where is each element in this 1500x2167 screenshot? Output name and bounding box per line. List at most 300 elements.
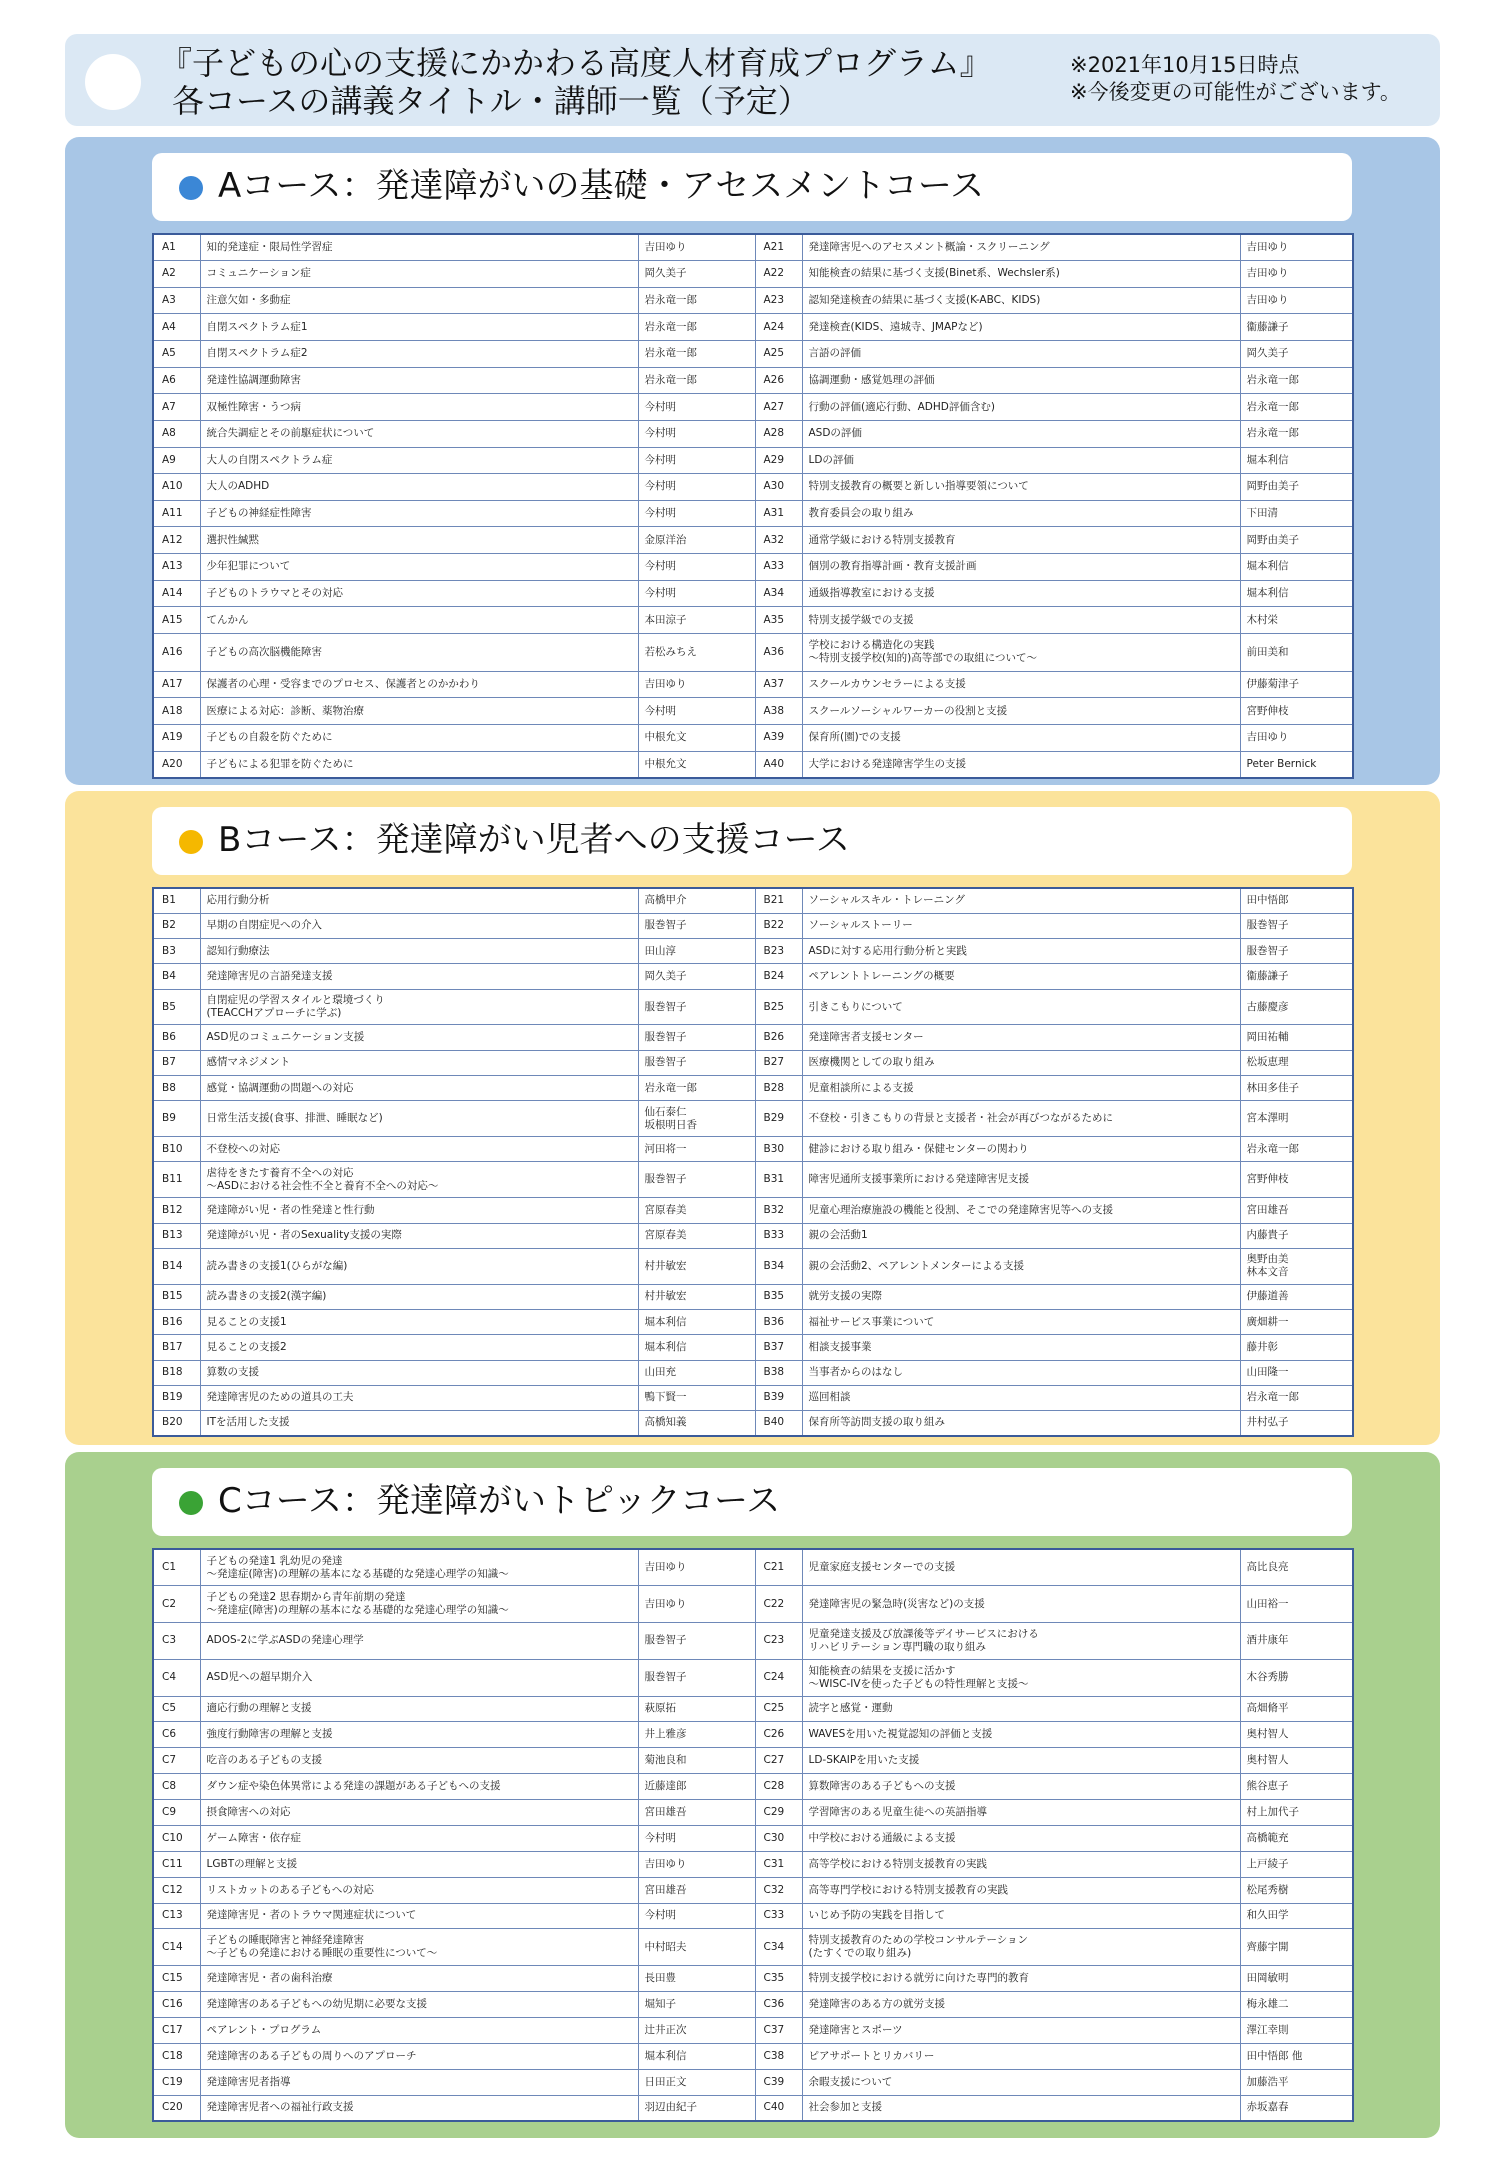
- lecture-title: 保育所等訪問支援の取り組み: [802, 1411, 1240, 1436]
- lecturer: 高橋知義: [638, 1411, 755, 1436]
- table-row: [153, 367, 1353, 394]
- table-row: [153, 913, 1353, 938]
- lecture-code: A11: [153, 500, 200, 527]
- table-row: [153, 1309, 1353, 1334]
- lecturer: 宮原春美: [638, 1223, 755, 1248]
- lecture-title: 言語の評価: [802, 341, 1240, 368]
- lecturer: 服巻智子: [638, 1050, 755, 1075]
- lecture-code: A17: [153, 671, 200, 698]
- lecture-code: B28: [755, 1075, 802, 1100]
- lecture-title: 発達障害児・者のトラウマ関連症状について: [200, 1903, 638, 1929]
- lecture-code: B36: [755, 1309, 802, 1334]
- lecturer: 田中悟郎 他: [1240, 2043, 1353, 2069]
- lecture-title: 認知発達検査の結果に基づく支援(K-ABC、KIDS): [802, 287, 1240, 314]
- lecture-code: C13: [153, 1903, 200, 1929]
- lecturer: 田山淳: [638, 939, 755, 964]
- lecture-title: 発達性協調運動障害: [200, 367, 638, 394]
- lecture-title: 障害児通所支援事業所における発達障害児支援: [802, 1162, 1240, 1198]
- course-a-section: [65, 137, 1440, 785]
- lecturer: 岩永竜一郎: [638, 341, 755, 368]
- lecturer: 今村明: [638, 474, 755, 501]
- lecture-code: A6: [153, 367, 200, 394]
- lecture-code: C8: [153, 1774, 200, 1800]
- lecture-title: 子どもの発達2 思春期から青年前期の発達 〜発達症(障害)の理解の基本になる基礎的な発達心理学の知識〜: [200, 1586, 638, 1623]
- lecture-code: A9: [153, 447, 200, 474]
- lecture-code: C23: [755, 1623, 802, 1660]
- lecture-code: C4: [153, 1659, 200, 1696]
- lecture-title: スクールカウンセラーによる支援: [802, 671, 1240, 698]
- lecture-code: A36: [755, 633, 802, 671]
- lecture-code: C9: [153, 1800, 200, 1826]
- lecture-code: B7: [153, 1050, 200, 1075]
- lecturer: 今村明: [638, 554, 755, 581]
- lecture-code: B15: [153, 1284, 200, 1309]
- lecture-code: C38: [755, 2043, 802, 2069]
- lecturer: 高橋甲介: [638, 888, 755, 913]
- table-row: [153, 1137, 1353, 1162]
- lecture-title: 子どもの高次脳機能障害: [200, 633, 638, 671]
- lecture-code: C21: [755, 1549, 802, 1586]
- lecture-title: 双極性障害・うつ病: [200, 394, 638, 421]
- lecture-title: 注意欠如・多動症: [200, 287, 638, 314]
- lecturer: 今村明: [638, 447, 755, 474]
- lecturer: 吉田ゆり: [1240, 287, 1353, 314]
- table-row: [153, 633, 1353, 671]
- lecture-title: 算数障害のある子どもへの支援: [802, 1774, 1240, 1800]
- lecturer: 宮田雄吾: [1240, 1198, 1353, 1223]
- lecture-title: 通級指導教室における支援: [802, 580, 1240, 607]
- lecture-title: 感情マネジメント: [200, 1050, 638, 1075]
- table-row: [153, 1411, 1353, 1436]
- lecturer: 服巻智子: [638, 913, 755, 938]
- lecturer: 岩永竜一郎: [1240, 367, 1353, 394]
- lecture-title: 高等学校における特別支援教育の実践: [802, 1851, 1240, 1877]
- lecture-code: C10: [153, 1825, 200, 1851]
- lecture-title: 自閉スペクトラム症2: [200, 341, 638, 368]
- lecture-code: C31: [755, 1851, 802, 1877]
- lecture-title: 知能検査の結果に基づく支援(Binet系、Wechsler系): [802, 261, 1240, 288]
- lecture-code: B16: [153, 1309, 200, 1334]
- table-row: [153, 341, 1353, 368]
- lecture-title: 適応行動の理解と支援: [200, 1696, 638, 1722]
- lecture-code: B11: [153, 1162, 200, 1198]
- lecturer: 堀本利信: [1240, 447, 1353, 474]
- lecturer: 羽辺由紀子: [638, 2095, 755, 2121]
- lecturer: 木村栄: [1240, 607, 1353, 634]
- lecture-title: LD-SKAIPを用いた支援: [802, 1748, 1240, 1774]
- lecturer: 長田豊: [638, 1966, 755, 1992]
- lecture-title: 学校における構造化の実践 〜特別支援学校(知的)高等部での取組について〜: [802, 633, 1240, 671]
- lecture-title: いじめ予防の実践を目指して: [802, 1903, 1240, 1929]
- lecturer: 山田充: [638, 1360, 755, 1385]
- lecture-code: C39: [755, 2069, 802, 2095]
- lecture-title: 特別支援学級での支援: [802, 607, 1240, 634]
- lecturer: 吉田ゆり: [638, 1851, 755, 1877]
- lecturer: 吉田ゆり: [1240, 234, 1353, 261]
- lecture-title: 相談支援事業: [802, 1335, 1240, 1360]
- lecture-title: 親の会活動1: [802, 1223, 1240, 1248]
- lecture-title: 協調運動・感覚処理の評価: [802, 367, 1240, 394]
- lecturer: 奥村智人: [1240, 1722, 1353, 1748]
- table-row: [153, 964, 1353, 989]
- lecturer: 高比良亮: [1240, 1549, 1353, 1586]
- lecturer: Peter Bernick: [1240, 751, 1353, 778]
- lecturer: 堀知子: [638, 1992, 755, 2018]
- table-row: [153, 1385, 1353, 1410]
- lecture-code: B37: [755, 1335, 802, 1360]
- lecture-title: 高等専門学校における特別支援教育の実践: [802, 1877, 1240, 1903]
- lecture-code: C1: [153, 1549, 200, 1586]
- lecture-title: 算数の支援: [200, 1360, 638, 1385]
- lecture-code: B25: [755, 989, 802, 1025]
- table-row: [153, 1659, 1353, 1696]
- table-row: [153, 1722, 1353, 1748]
- lecture-code: A7: [153, 394, 200, 421]
- table-row: [153, 1050, 1353, 1075]
- lecture-title: ASDに対する応用行動分析と実践: [802, 939, 1240, 964]
- lecture-title: 児童心理治療施設の機能と役割、そこでの発達障害児等への支援: [802, 1198, 1240, 1223]
- lecture-title: 発達障害児へのアセスメント概論・スクリーニング: [802, 234, 1240, 261]
- lecture-title: 見ることの支援2: [200, 1335, 638, 1360]
- lecture-title: WAVESを用いた視覚認知の評価と支援: [802, 1722, 1240, 1748]
- lecturer: 堀本利信: [1240, 580, 1353, 607]
- lecturer: 伊藤菊津子: [1240, 671, 1353, 698]
- lecturer: 岡久美子: [1240, 341, 1353, 368]
- table-row: [153, 234, 1353, 261]
- lecture-code: A20: [153, 751, 200, 778]
- table-row: [153, 527, 1353, 554]
- lecturer: 今村明: [638, 580, 755, 607]
- lecturer: 廣畑耕一: [1240, 1309, 1353, 1334]
- lecture-title: 中学校における通級による支援: [802, 1825, 1240, 1851]
- table-row: [153, 2069, 1353, 2095]
- lecture-title: 摂食障害への対応: [200, 1800, 638, 1826]
- lecturer: 齊藤宇開: [1240, 1929, 1353, 1966]
- lecturer: 辻井正次: [638, 2017, 755, 2043]
- lecture-code: B2: [153, 913, 200, 938]
- lecture-code: C26: [755, 1722, 802, 1748]
- page-header: [65, 34, 1440, 126]
- lecture-code: C40: [755, 2095, 802, 2121]
- lecture-title: 子どもによる犯罪を防ぐために: [200, 751, 638, 778]
- table-row: [153, 888, 1353, 913]
- lecture-code: C6: [153, 1722, 200, 1748]
- lecturer: 服巻智子: [1240, 939, 1353, 964]
- lecture-title: 子どもの神経症性障害: [200, 500, 638, 527]
- lecture-title: 発達障害児者指導: [200, 2069, 638, 2095]
- lecture-title: 特別支援教育の概要と新しい指導要領について: [802, 474, 1240, 501]
- lecturer: 伊藤道善: [1240, 1284, 1353, 1309]
- lecturer: 衞藤謙子: [1240, 964, 1353, 989]
- lecturer: 日田正文: [638, 2069, 755, 2095]
- lecturer: 和久田学: [1240, 1903, 1353, 1929]
- table-row: [153, 1800, 1353, 1826]
- lecture-title: 児童発達支援及び放課後等デイサービスにおける リハビリテーション専門職の取り組み: [802, 1623, 1240, 1660]
- lecture-code: A16: [153, 633, 200, 671]
- lecturer: 奥村智人: [1240, 1748, 1353, 1774]
- lecture-title: 社会参加と支援: [802, 2095, 1240, 2121]
- lecturer: 下田清: [1240, 500, 1353, 527]
- title-line-2: 各コースの講義タイトル・講師一覧（予定）: [172, 82, 810, 120]
- lecture-code: A37: [755, 671, 802, 698]
- table-row: [153, 671, 1353, 698]
- table-row: [153, 420, 1353, 447]
- lecture-code: B3: [153, 939, 200, 964]
- table-row: [153, 554, 1353, 581]
- lecture-title: 日常生活支援(食事、排泄、睡眠など): [200, 1101, 638, 1137]
- lecture-title: ソーシャルスキル・トレーニング: [802, 888, 1240, 913]
- lecture-code: A24: [755, 314, 802, 341]
- lecturer: 本田涼子: [638, 607, 755, 634]
- lecture-code: C7: [153, 1748, 200, 1774]
- lecture-title: 保育所(園)での支援: [802, 724, 1240, 751]
- lecture-code: C36: [755, 1992, 802, 2018]
- header-circle-icon: [85, 54, 141, 110]
- lecture-code: B27: [755, 1050, 802, 1075]
- table-row: [153, 1248, 1353, 1284]
- lecture-title: コミュニケーション症: [200, 261, 638, 288]
- lecturer: 仙石泰仁 坂根明日香: [638, 1101, 755, 1137]
- lecture-title: 通常学級における特別支援教育: [802, 527, 1240, 554]
- lecture-title: 大学における発達障害学生の支援: [802, 751, 1240, 778]
- lecture-code: B33: [755, 1223, 802, 1248]
- lecture-code: C33: [755, 1903, 802, 1929]
- lecturer: 宮田雄吾: [638, 1877, 755, 1903]
- lecture-title: 統合失調症とその前駆症状について: [200, 420, 638, 447]
- table-row: [153, 1966, 1353, 1992]
- lecturer: 岩永竜一郎: [1240, 1137, 1353, 1162]
- lecture-code: B35: [755, 1284, 802, 1309]
- lecture-code: C2: [153, 1586, 200, 1623]
- lecture-title: スクールソーシャルワーカーの役割と支援: [802, 698, 1240, 725]
- lecture-code: A30: [755, 474, 802, 501]
- lecturer: 岩永竜一郎: [638, 367, 755, 394]
- course-b-section: [65, 791, 1440, 1445]
- table-row: [153, 500, 1353, 527]
- course-a-title: Aコース：発達障がいの基礎・アセスメントコース: [218, 166, 985, 206]
- lecture-title: 子どもの自殺を防ぐために: [200, 724, 638, 751]
- lecturer: 今村明: [638, 1903, 755, 1929]
- lecture-title: 発達障害のある方の就労支援: [802, 1992, 1240, 2018]
- lecturer: 今村明: [638, 420, 755, 447]
- lecture-title: 選択性緘黙: [200, 527, 638, 554]
- lecture-code: C15: [153, 1966, 200, 1992]
- table-row: [153, 724, 1353, 751]
- lecturer: 木谷秀勝: [1240, 1659, 1353, 1696]
- lecture-title: 大人の自閉スペクトラム症: [200, 447, 638, 474]
- lecture-code: B34: [755, 1248, 802, 1284]
- lecturer: 岡田祐輔: [1240, 1025, 1353, 1050]
- lecture-code: C29: [755, 1800, 802, 1826]
- lecture-title: 余暇支援について: [802, 2069, 1240, 2095]
- lecturer: 岩永竜一郎: [1240, 1385, 1353, 1410]
- lecture-code: A21: [755, 234, 802, 261]
- lecturer: 田岡敏明: [1240, 1966, 1353, 1992]
- lecturer: 中根允文: [638, 724, 755, 751]
- lecture-title: 発達障害児のための道具の工夫: [200, 1385, 638, 1410]
- lecture-code: A12: [153, 527, 200, 554]
- lecturer: 岩永竜一郎: [638, 1075, 755, 1100]
- lecturer: 松尾秀樹: [1240, 1877, 1353, 1903]
- lecture-title: 読み書きの支援2(漢字編): [200, 1284, 638, 1309]
- lecturer: 山田隆一: [1240, 1360, 1353, 1385]
- lecturer: 高畑脩平: [1240, 1696, 1353, 1722]
- lecture-code: B14: [153, 1248, 200, 1284]
- lecture-code: A3: [153, 287, 200, 314]
- lecturer: 高橋範充: [1240, 1825, 1353, 1851]
- lecture-title: ペアレントトレーニングの概要: [802, 964, 1240, 989]
- note-disclaimer: ※今後変更の可能性がございます。: [1070, 80, 1401, 104]
- lecture-title: 巡回相談: [802, 1385, 1240, 1410]
- lecturer: 服巻智子: [638, 1162, 755, 1198]
- course-b-table: [152, 887, 1354, 1437]
- lecture-title: 子どもの睡眠障害と神経発達障害 〜子どもの発達における睡眠の重要性について〜: [200, 1929, 638, 1966]
- lecture-title: 親の会活動2、ペアレントメンターによる支援: [802, 1248, 1240, 1284]
- lecture-title: 児童家庭支援センターでの支援: [802, 1549, 1240, 1586]
- lecture-code: C37: [755, 2017, 802, 2043]
- lecture-title: 発達障害児者への福祉行政支援: [200, 2095, 638, 2121]
- lecturer: 田中悟郎: [1240, 888, 1353, 913]
- lecturer: 林田多佳子: [1240, 1075, 1353, 1100]
- lecturer: 服巻智子: [638, 1623, 755, 1660]
- lecture-code: C34: [755, 1929, 802, 1966]
- lecture-code: B21: [755, 888, 802, 913]
- lecturer: 内藤貴子: [1240, 1223, 1353, 1248]
- lecture-title: 感覚・協調運動の問題への対応: [200, 1075, 638, 1100]
- lecture-code: C14: [153, 1929, 200, 1966]
- table-row: [153, 1992, 1353, 2018]
- lecture-code: C22: [755, 1586, 802, 1623]
- lecturer: 村上加代子: [1240, 1800, 1353, 1826]
- course-c-dot-icon: [179, 1491, 203, 1515]
- lecturer: 吉田ゆり: [638, 234, 755, 261]
- lecturer: 岩永竜一郎: [1240, 394, 1353, 421]
- table-row: [153, 1929, 1353, 1966]
- lecture-title: 医療による対応：診断、薬物治療: [200, 698, 638, 725]
- lecture-code: B19: [153, 1385, 200, 1410]
- lecturer: 藤井彰: [1240, 1335, 1353, 1360]
- lecturer: 熊谷恵子: [1240, 1774, 1353, 1800]
- lecturer: 鴨下賢一: [638, 1385, 755, 1410]
- table-row: [153, 1162, 1353, 1198]
- lecturer: 堀本利信: [638, 2043, 755, 2069]
- lecture-title: 発達障害児・者の歯科治療: [200, 1966, 638, 1992]
- lecturer: 吉田ゆり: [1240, 261, 1353, 288]
- lecturer: 今村明: [638, 394, 755, 421]
- lecture-title: 大人のADHD: [200, 474, 638, 501]
- lecture-code: B30: [755, 1137, 802, 1162]
- lecture-title: ダウン症や染色体異常による発達の課題がある子どもへの支援: [200, 1774, 638, 1800]
- lecture-title: リストカットのある子どもへの対応: [200, 1877, 638, 1903]
- lecture-code: B40: [755, 1411, 802, 1436]
- lecturer: 堀本利信: [638, 1335, 755, 1360]
- table-row: [153, 1101, 1353, 1137]
- lecture-code: C19: [153, 2069, 200, 2095]
- lecture-code: A10: [153, 474, 200, 501]
- lecturer: 宮野伸枝: [1240, 1162, 1353, 1198]
- lecture-code: A27: [755, 394, 802, 421]
- lecturer: 宮田雄吾: [638, 1800, 755, 1826]
- lecture-code: B4: [153, 964, 200, 989]
- lecturer: 村井敏宏: [638, 1248, 755, 1284]
- lecture-code: A22: [755, 261, 802, 288]
- lecture-title: 応用行動分析: [200, 888, 638, 913]
- course-c-banner: [152, 1468, 1352, 1536]
- lecturer: 今村明: [638, 1825, 755, 1851]
- lecturer: 井村弘子: [1240, 1411, 1353, 1436]
- lecture-title: 読字と感覚・運動: [802, 1696, 1240, 1722]
- lecture-title: 吃音のある子どもの支援: [200, 1748, 638, 1774]
- lecture-code: C28: [755, 1774, 802, 1800]
- table-row: [153, 2095, 1353, 2121]
- table-row: [153, 2043, 1353, 2069]
- lecture-code: B10: [153, 1137, 200, 1162]
- lecture-code: A15: [153, 607, 200, 634]
- lecture-code: B20: [153, 1411, 200, 1436]
- lecture-code: A14: [153, 580, 200, 607]
- lecture-code: A32: [755, 527, 802, 554]
- lecture-title: 発達障害児の言語発達支援: [200, 964, 638, 989]
- lecturer: 中村昭夫: [638, 1929, 755, 1966]
- lecture-title: LGBTの理解と支援: [200, 1851, 638, 1877]
- lecture-code: A26: [755, 367, 802, 394]
- lecture-code: B24: [755, 964, 802, 989]
- course-b-banner: [152, 807, 1352, 875]
- lecturer: 衞藤謙子: [1240, 314, 1353, 341]
- lecture-title: 発達障害のある子どもへの幼児期に必要な支援: [200, 1992, 638, 2018]
- course-b-title: Bコース：発達障がい児者への支援コース: [218, 820, 850, 860]
- lecture-title: 行動の評価(適応行動、ADHD評価含む): [802, 394, 1240, 421]
- lecture-code: A19: [153, 724, 200, 751]
- lecture-code: A40: [755, 751, 802, 778]
- table-row: [153, 1851, 1353, 1877]
- lecture-title: 健診における取り組み・保健センターの関わり: [802, 1137, 1240, 1162]
- table-row: [153, 939, 1353, 964]
- lecturer: 服巻智子: [638, 1025, 755, 1050]
- lecture-code: C18: [153, 2043, 200, 2069]
- table-row: [153, 607, 1353, 634]
- lecture-title: 子どものトラウマとその対応: [200, 580, 638, 607]
- lecture-code: C27: [755, 1748, 802, 1774]
- lecturer: 吉田ゆり: [638, 1549, 755, 1586]
- table-row: [153, 394, 1353, 421]
- lecture-title: 教育委員会の取り組み: [802, 500, 1240, 527]
- lecturer: 岩永竜一郎: [638, 287, 755, 314]
- lecturer: 堀本利信: [638, 1309, 755, 1334]
- lecture-title: LDの評価: [802, 447, 1240, 474]
- lecturer: 菊池良和: [638, 1748, 755, 1774]
- lecture-title: ゲーム障害・依存症: [200, 1825, 638, 1851]
- table-row: [153, 1903, 1353, 1929]
- lecture-title: 知的発達症・限局性学習症: [200, 234, 638, 261]
- lecture-title: 引きこもりについて: [802, 989, 1240, 1025]
- lecturer: 宮野伸枝: [1240, 698, 1353, 725]
- lecture-title: 早期の自閉症児への介入: [200, 913, 638, 938]
- lecture-code: C24: [755, 1659, 802, 1696]
- page-title: [160, 44, 992, 120]
- lecture-code: B23: [755, 939, 802, 964]
- title-line-1: 『子どもの心の支援にかかわる高度人材育成プログラム』: [160, 44, 992, 82]
- lecture-title: ピアサポートとリカバリー: [802, 2043, 1240, 2069]
- table-row: [153, 314, 1353, 341]
- lecturer: 吉田ゆり: [1240, 724, 1353, 751]
- note-date: ※2021年10月15日時点: [1070, 53, 1300, 77]
- table-row: [153, 1025, 1353, 1050]
- table-row: [153, 287, 1353, 314]
- lecturer: 梅永雄二: [1240, 1992, 1353, 2018]
- table-row: [153, 2017, 1353, 2043]
- course-a-table: [152, 233, 1354, 779]
